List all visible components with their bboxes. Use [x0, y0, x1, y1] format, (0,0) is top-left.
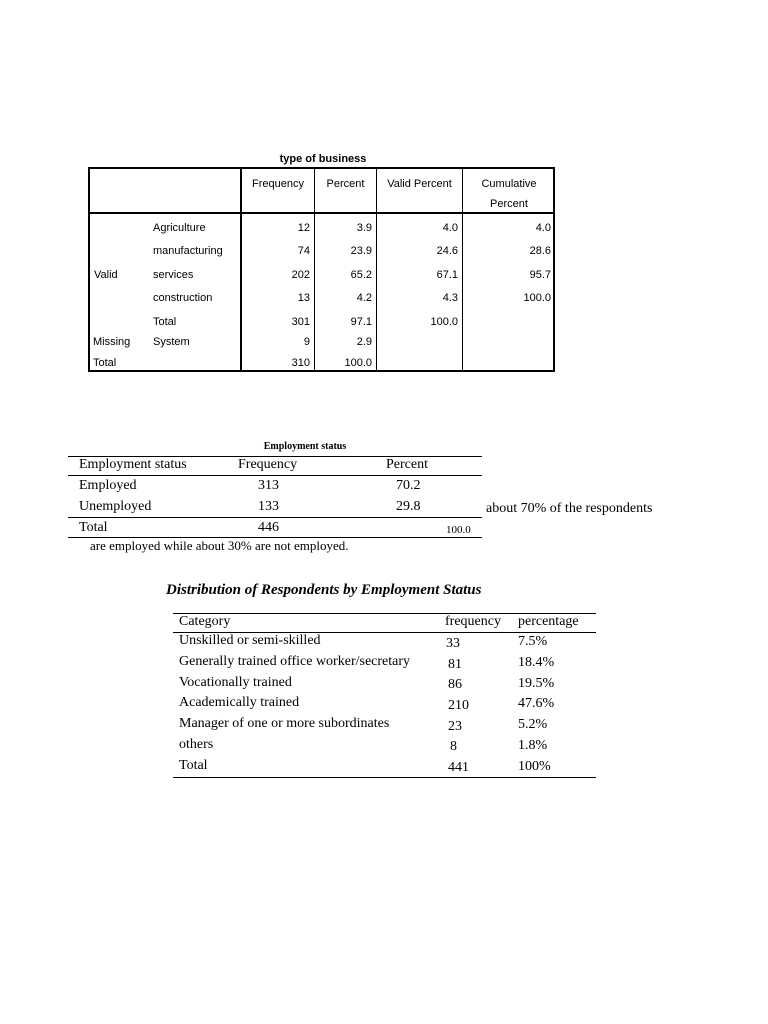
distribution-table-bottom-rule — [173, 777, 596, 778]
cell-frequency: 12 — [297, 222, 310, 234]
employment-header-percent: Percent — [386, 457, 428, 472]
header-valid-percent: Valid Percent — [387, 178, 452, 190]
cell-frequency: 301 — [291, 316, 310, 328]
row-label: services — [153, 269, 194, 281]
distribution-row-category: Total — [179, 758, 208, 773]
employment-table-title: Employment status — [263, 441, 347, 452]
employment-header-status: Employment status — [79, 457, 187, 472]
distribution-row-frequency: 33 — [446, 636, 460, 651]
cell-frequency: 310 — [291, 357, 310, 369]
distribution-row-category: Generally trained office worker/secretary — [179, 654, 411, 669]
cell-cumulative: 4.0 — [535, 222, 551, 234]
row-label: Total — [153, 316, 177, 328]
cell-percent: 2.9 — [356, 336, 372, 348]
row-label: System — [153, 336, 190, 348]
distribution-row-category: Vocationally trained — [179, 675, 292, 690]
header-frequency: Frequency — [252, 178, 304, 190]
employment-row-frequency: 313 — [258, 478, 279, 493]
employment-row-frequency: 446 — [258, 520, 279, 535]
cell-frequency: 13 — [297, 292, 310, 304]
distribution-row-frequency: 210 — [448, 698, 469, 713]
employment-header-frequency: Frequency — [238, 457, 298, 472]
row-label: Agriculture — [153, 222, 206, 234]
cell-cumulative: 95.7 — [529, 269, 551, 281]
distribution-row-category: Manager of one or more subordinates — [179, 716, 390, 731]
employment-row-label: Unemployed — [79, 499, 152, 514]
distribution-header-percentage: percentage — [518, 614, 579, 629]
cell-percent: 65.2 — [350, 269, 372, 281]
distribution-header-frequency: frequency — [445, 614, 501, 629]
distribution-row-category: Unskilled or semi-skilled — [179, 633, 321, 648]
cell-percent: 4.2 — [356, 292, 372, 304]
employment-row-percent: 29.8 — [396, 499, 421, 514]
employment-row-percent: 100.0 — [446, 524, 471, 536]
cell-frequency: 9 — [303, 336, 310, 348]
distribution-row-frequency: 86 — [448, 677, 462, 692]
cell-cumulative: 100.0 — [523, 292, 551, 304]
cell-percent: 100.0 — [344, 357, 372, 369]
group-label-valid: Valid — [94, 269, 118, 281]
employment-table-header-rule — [68, 475, 482, 476]
employment-row-label: Total — [79, 520, 108, 535]
cell-frequency: 74 — [297, 245, 310, 257]
distribution-row-frequency: 23 — [448, 719, 462, 734]
employment-table-total-rule — [68, 517, 482, 518]
cell-percent: 3.9 — [356, 222, 372, 234]
cell-valid-percent: 4.0 — [442, 222, 458, 234]
distribution-row-frequency: 81 — [448, 657, 462, 672]
grid-line — [240, 169, 242, 370]
cell-percent: 97.1 — [350, 316, 372, 328]
cell-cumulative: 28.6 — [529, 245, 551, 257]
distribution-header-category: Category — [179, 614, 231, 629]
distribution-row-percentage: 19.5% — [518, 676, 555, 691]
distribution-row-percentage: 100% — [518, 759, 551, 774]
employment-row-frequency: 133 — [258, 499, 279, 514]
employment-row-label: Employed — [79, 478, 137, 493]
cell-valid-percent: 67.1 — [436, 269, 458, 281]
grid-line — [314, 169, 315, 370]
distribution-row-percentage: 47.6% — [518, 696, 555, 711]
employment-row-percent: 70.2 — [396, 478, 421, 493]
cell-valid-percent: 24.6 — [436, 245, 458, 257]
distribution-row-frequency: 8 — [450, 739, 457, 754]
grid-line — [376, 169, 377, 370]
distribution-row-percentage: 1.8% — [518, 738, 548, 753]
distribution-row-category: Academically trained — [179, 695, 300, 710]
distribution-table-title: Distribution of Respondents by Employment Status — [166, 582, 482, 598]
distribution-row-percentage: 5.2% — [518, 717, 548, 732]
business-table-title: type of business — [279, 153, 367, 165]
header-cumulative-percent: Percent — [490, 198, 528, 210]
distribution-row-category: others — [179, 737, 214, 752]
header-percent: Percent — [326, 178, 365, 190]
header-divider — [90, 212, 553, 214]
cell-valid-percent: 100.0 — [430, 316, 458, 328]
employment-note-line1: about 70% of the respondents — [486, 501, 653, 516]
cell-percent: 23.9 — [350, 245, 372, 257]
row-label: manufacturing — [153, 245, 223, 257]
business-table — [88, 167, 555, 372]
distribution-row-frequency: 441 — [448, 760, 469, 775]
distribution-row-percentage: 7.5% — [518, 634, 548, 649]
cell-frequency: 202 — [291, 269, 310, 281]
group-label-missing: Missing — [93, 336, 131, 348]
cell-valid-percent: 4.3 — [442, 292, 458, 304]
row-label: construction — [153, 292, 213, 304]
group-label-total: Total — [93, 357, 117, 369]
employment-note-line2: are employed while about 30% are not employed. — [90, 538, 349, 553]
distribution-row-percentage: 18.4% — [518, 655, 555, 670]
header-cumulative: Cumulative — [481, 178, 537, 190]
